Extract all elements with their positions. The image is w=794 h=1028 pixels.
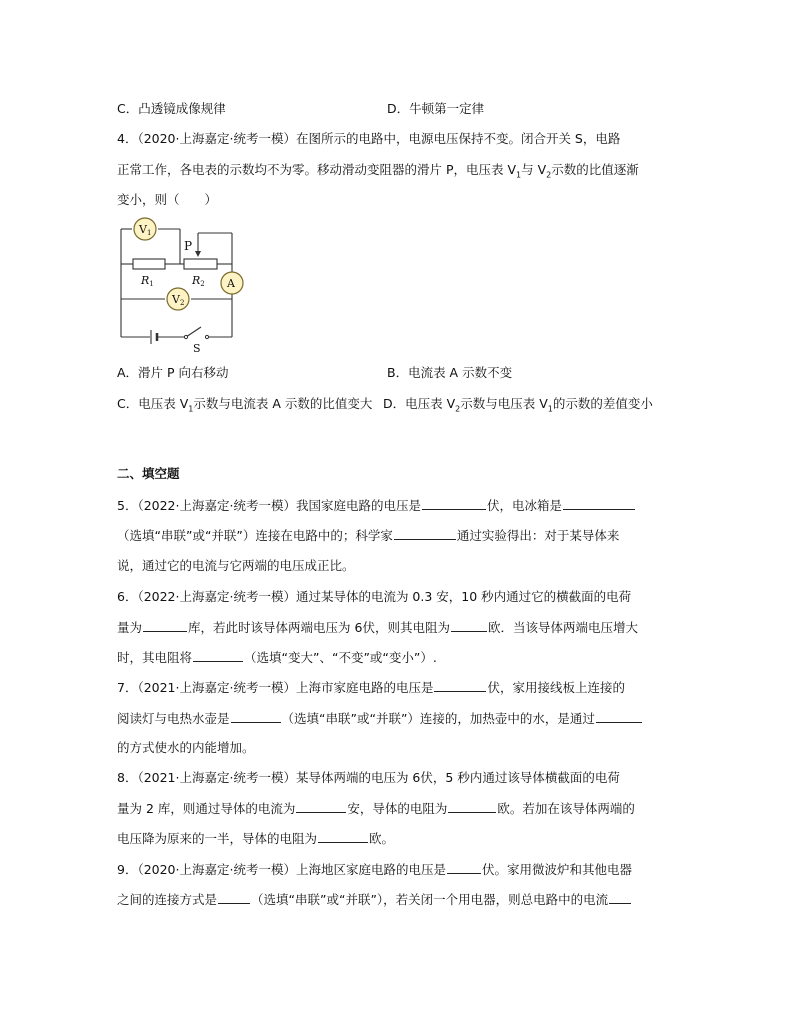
q8-line-2: 量为 2 库，则通过导体的电流为 安，导体的电阻为 欧。若加在该导体两端的 bbox=[117, 801, 635, 816]
q8-line-1: 8．（2021·上海嘉定·统考一模）某导体两端的电压为 6伏，5 秒内通过该导体横截面的电荷 bbox=[117, 770, 620, 785]
q7-line-2: 阅读灯与电热水壶是 （选填“串联”或“并联”）连接的，加热壶中的水，是通过 bbox=[117, 710, 643, 727]
q8-line-3: 电压降为原来的一半，导体的电阻为 欧。 bbox=[117, 831, 395, 846]
switch-s-label: S bbox=[193, 342, 201, 354]
q4-option-c: C．电压表 $V_1$示数与电流表 A 示数的比值变大 bbox=[117, 396, 373, 414]
q7-line-3: 的方式使水的内能增加。 bbox=[117, 740, 255, 755]
q5-line-3: 说，通过它的电流与它两端的电压成正比。 bbox=[117, 558, 355, 573]
section-title: 二、填空题 bbox=[117, 466, 180, 481]
q6-line-3: 时，其电阻将 （选填“变大”、“不变”或“变小”）. bbox=[117, 650, 437, 665]
q5-line-1: 5．（2022·上海嘉定·统考一模）我国家庭电路的电压是 伏，电冰箱是 bbox=[117, 497, 636, 514]
q4-option-a: A．滑片 P 向右移动 bbox=[117, 365, 229, 380]
q6-line-2: 量为 库，若此时该导体两端电压为 6伏，则其电阻为 欧．当该导体两端电压增大 bbox=[117, 620, 638, 635]
q4-option-b: B．电流表 A 示数不变 bbox=[387, 365, 513, 380]
q4-line-1: 4．（2020·上海嘉定·统考一模）在图所示的电路中，电源电压保持不变。闭合开关 S，电路 bbox=[117, 131, 621, 146]
q6-line-1: 6．（2022·上海嘉定·统考一模）通过某导体的电流为 0.3 安，10 秒内通过它的横截面的电荷 bbox=[117, 589, 632, 604]
q4-line-3: 变小，则（ ） bbox=[117, 192, 218, 207]
ammeter-label: A bbox=[227, 277, 235, 290]
option-d-prev: D．牛顿第一定律 bbox=[387, 101, 485, 116]
q7-line-1: 7．（2021·上海嘉定·统考一模）上海市家庭电路的电压是 伏，家用接线板上连接的 bbox=[117, 680, 625, 695]
q4-line-2: 正常工作，各电表的示数均不为零。移动滑动变阻器的滑片 P，电压表 $V_1$与 $V_2$示数的比值逐渐 bbox=[117, 162, 639, 180]
v1-label: V1 bbox=[139, 223, 152, 237]
v2-label: V2 bbox=[172, 293, 185, 307]
q4-option-d: D．电压表 $V_2$示数与电压表 $V_1$的示数的差值变小 bbox=[383, 396, 653, 414]
slider-p-label: P bbox=[184, 239, 193, 253]
r2-label: R2 bbox=[192, 274, 205, 288]
option-c-prev: C．凸透镜成像规律 bbox=[117, 101, 226, 116]
q9-line-2: 之间的连接方式是 （选填“串联”或“并联”），若关闭一个用电器，则总电路中的电流 bbox=[117, 891, 632, 908]
q5-line-2: （选填“串联”或“并联”）连接在电路中的；科学家 通过实验得出：对于某导体来 bbox=[117, 528, 620, 543]
q9-line-1: 9．（2020·上海嘉定·统考一模）上海地区家庭电路的电压是 伏。家用微波炉和其他电器 bbox=[117, 862, 632, 877]
r1-label: R1 bbox=[141, 274, 154, 288]
circuit-diagram bbox=[115, 212, 250, 354]
